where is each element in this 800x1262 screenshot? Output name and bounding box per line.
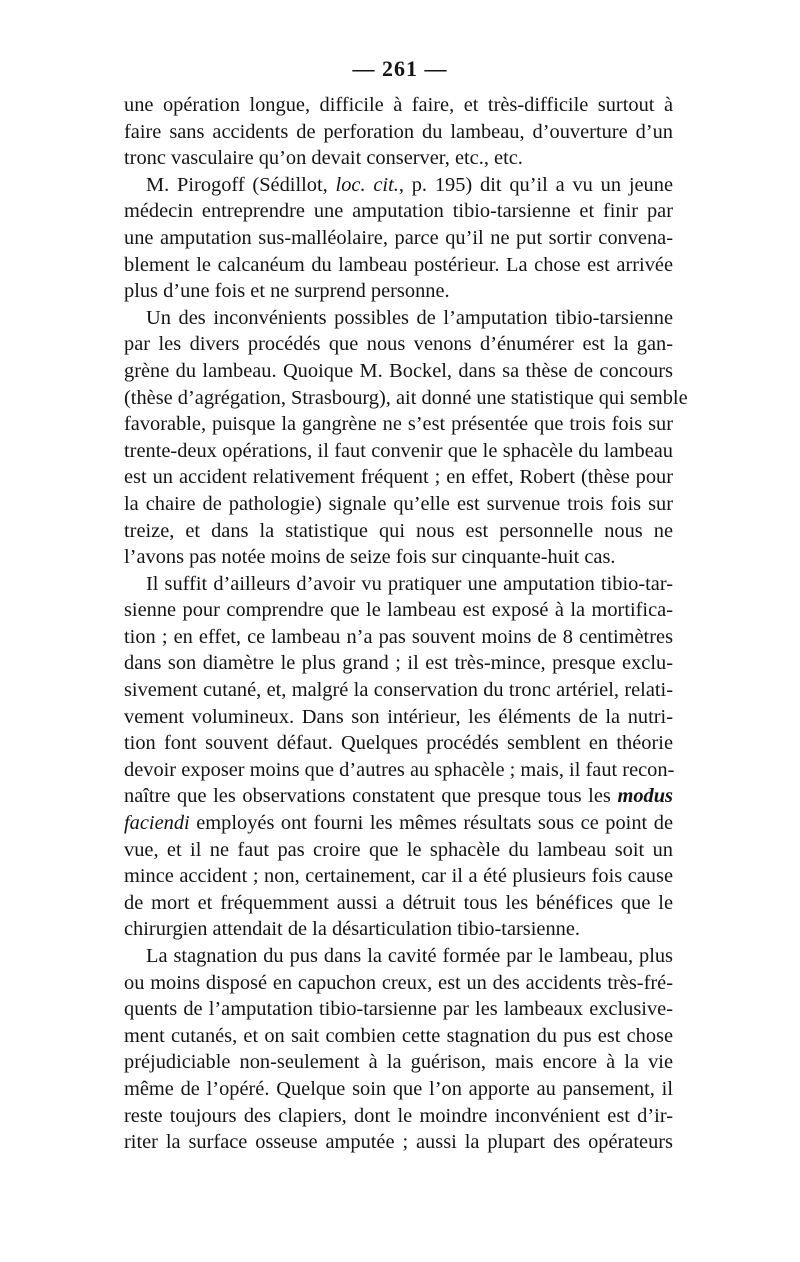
text-run: (thèse d’agrégation, Strasbourg), ait donné une statistique qui semble (124, 386, 688, 409)
italic-run: loc. cit. (335, 173, 399, 196)
text-line (124, 331, 673, 358)
body-text (124, 92, 688, 1156)
text-run: employés ont fourni les mêmes résultats sous ce point de (189, 812, 673, 835)
text-run: même de l’opéré. Quelque soin que l’on apporte au pansement, il (124, 1077, 673, 1100)
text-run: tronc vasculaire qu’on devait conserver, etc., etc. (124, 147, 523, 170)
text-run: préjudiciable non-seulement à la guérison, mais encore à la vie (124, 1051, 673, 1074)
text-run: vement volumineux. Dans son intérieur, les éléments de la nutri- (124, 705, 673, 728)
text-line (124, 411, 673, 438)
text-run: sienne pour comprendre que le lambeau est exposé à la mortifica- (124, 599, 673, 622)
text-run: est un accident relativement fréquent ; en effet, Robert (thèse pour (124, 466, 673, 489)
text-run: favorable, puisque la gangrène ne s’est présentée que trois fois sur (124, 413, 673, 436)
text-line (124, 916, 673, 943)
text-line (124, 145, 673, 172)
text-run: trente-deux opérations, il faut convenir que le sphacèle du lambeau (124, 439, 673, 462)
text-line (124, 1023, 673, 1050)
page-number-header: — 261 — (352, 56, 448, 81)
text-run: une opération longue, difficile à faire, et très-difficile surtout à (124, 94, 673, 116)
text-run: ou moins disposé en capuchon creux, est un des accidents très-fré- (124, 971, 673, 994)
text-line (124, 438, 673, 465)
text-line (124, 544, 673, 571)
text-run: tion ; en effet, ce lambeau n’a pas souvent moins de 8 centimètres (124, 625, 673, 648)
text-run: plus d’une fois et ne surprend personne. (124, 280, 450, 303)
text-line (124, 810, 673, 837)
text-line (124, 172, 673, 199)
text-run: riter la surface osseuse amputée ; aussi la plupart des opérateurs (124, 1131, 673, 1154)
text-line (124, 491, 673, 518)
text-line (124, 730, 673, 757)
text-line (124, 252, 673, 279)
text-run: une amputation sus-malléolaire, parce qu’il ne put sortir convena- (124, 226, 673, 249)
italic-run: modus (617, 785, 673, 808)
text-run: devoir exposer moins que d’autres au sphacèle ; mais, il faut recon- (124, 758, 675, 781)
text-line (124, 1103, 673, 1130)
text-run: médecin entreprendre une amputation tibio-tarsienne et finir par (124, 200, 673, 223)
text-run: faire sans accidents de perforation du lambeau, d’ouverture d’un (124, 120, 673, 143)
text-run: la chaire de pathologie) signale qu’elle est survenue trois fois sur (124, 492, 673, 515)
text-line (124, 677, 673, 704)
text-line (124, 198, 673, 225)
text-line (124, 571, 673, 598)
text-run: mince accident ; non, certainement, car il a été plusieurs fois cause (124, 865, 673, 888)
text-run: Il suffit d’ailleurs d’avoir vu pratiquer une amputation tibio-tar- (146, 572, 673, 595)
text-run: M. Pirogoff (Sédillot, (146, 173, 336, 196)
text-run: l’avons pas notée moins de seize fois sur cinquante-huit cas. (124, 546, 616, 569)
text-line (124, 92, 673, 119)
text-line (124, 996, 673, 1023)
text-line (124, 358, 673, 385)
text-line (124, 650, 673, 677)
text-run: dans son diamètre le plus grand ; il est très-mince, presque exclu- (124, 652, 673, 675)
text-line (124, 518, 673, 545)
text-run: tion font souvent défaut. Quelques procédés semblent en théorie (124, 732, 673, 755)
italic-run: faciendi (124, 812, 190, 835)
text-line (124, 225, 673, 252)
text-line (124, 624, 673, 651)
text-line (124, 597, 673, 624)
text-line (124, 890, 673, 917)
text-run: sivement cutané, et, malgré la conservation du tronc artériel, relati- (124, 679, 673, 702)
text-line (124, 385, 688, 412)
text-line (124, 757, 673, 784)
text-line (124, 837, 673, 864)
text-run: quents de l’amputation tibio-tarsienne par les lambeaux exclusive- (124, 998, 673, 1021)
text-run: vue, et il ne faut pas croire que le sphacèle du lambeau soit un (124, 838, 673, 861)
text-line (124, 1129, 673, 1156)
text-line (124, 863, 673, 890)
text-run: chirurgien attendait de la désarticulation tibio-tarsienne. (124, 918, 580, 941)
text-run: Un des inconvénients possibles de l’amputation tibio-tarsienne (146, 306, 673, 329)
text-run: naître que les observations constatent que presque tous les (124, 785, 618, 808)
text-line (124, 970, 673, 997)
text-run: blement le calcanéum du lambeau postérieur. La chose est arrivée (124, 253, 673, 276)
text-line (124, 278, 673, 305)
text-run: treize, et dans la statistique qui nous est personnelle nous ne (124, 519, 673, 542)
text-run: grène du lambeau. Quoique M. Bockel, dans sa thèse de concours (124, 359, 673, 382)
text-line (124, 464, 673, 491)
text-run: ment cutanés, et on sait combien cette stagnation du pus est chose (124, 1024, 673, 1047)
text-run: La stagnation du pus dans la cavité formée par le lambeau, plus (146, 945, 673, 967)
text-run: , p. 195) dit qu’il a vu un jeune (398, 173, 674, 196)
text-run: reste toujours des clapiers, dont le moindre inconvénient est d’ir- (124, 1104, 673, 1127)
text-line (124, 943, 673, 970)
text-line (124, 1049, 673, 1076)
text-line (124, 1076, 673, 1103)
text-run: par les divers procédés que nous venons d’énumérer est la gan- (124, 333, 673, 356)
text-line (124, 704, 673, 731)
text-run: de mort et fréquemment aussi a détruit tous les bénéfices que le (124, 891, 673, 914)
text-line (124, 783, 673, 810)
text-line (124, 305, 673, 332)
text-line (124, 119, 673, 146)
